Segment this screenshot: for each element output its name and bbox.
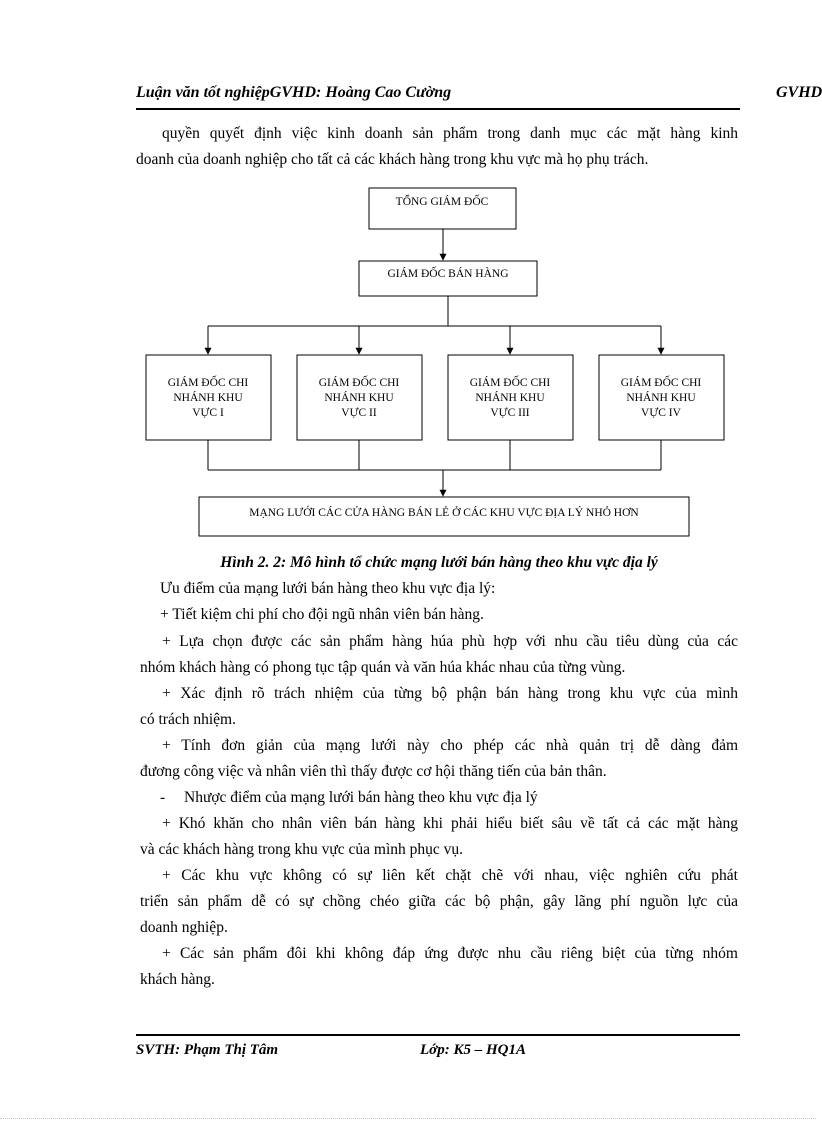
branch-4-line-3: VỰC IV [641,407,681,419]
disadvantage-3-line-2: khách hàng. [140,971,215,988]
disadvantage-1-line-2: và các khách hàng trong khu vực của mình phục vụ. [140,841,464,858]
branch-2-line-3: VỰC II [341,407,377,419]
branch-4-line-2: NHÁNH KHU [626,392,696,404]
disadvantage-2-line-3: doanh nghiệp. [140,919,228,936]
branch-3-line-2: NHÁNH KHU [475,392,545,404]
branch-3-line-3: VỰC III [490,407,530,419]
intro-line-1: quyền quyết định việc kinh doanh sản phẩm trong danh mục các mặt hàng kinh [162,125,738,142]
header-title: Luận văn tốt nghiệpGVHD: Hoàng Cao Cường [136,84,452,101]
advantage-3-line-2: có trách nhiệm. [140,711,236,728]
disadvantages-title: Nhược điểm của mạng lưới bán hàng theo khu vực địa lý [184,789,538,806]
footer-rule [136,1034,740,1036]
intro-line-2: doanh của doanh nghiệp cho tất cả các khách hàng trong khu vực mà họ phụ trách. [136,151,649,168]
branch-4-line-1: GIÁM ĐỐC CHI [620,377,702,389]
page-edge-dots [0,1118,816,1119]
advantage-4-line-1: + Tính đơn giản của mạng lưới này cho phép các nhà quản trị dễ dàng đảm [162,737,738,754]
disadvantages-dash: - [160,789,166,806]
branch-2-line-1: GIÁM ĐỐC CHI [318,377,400,389]
disadvantage-2-line-2: triển sản phẩm dễ có sự chồng chéo giữa các bộ phận, gây lãng phí nguồn lực của [140,893,738,910]
branch-1-line-3: VỰC I [192,407,224,419]
box-ceo-label: TỔNG GIÁM ĐỐC [395,196,489,208]
advantage-2-line-1: + Lựa chọn được các sản phẩm hàng húa phù hợp với nhu cầu tiêu dùng của các [162,633,738,650]
advantage-3-line-1: + Xác định rõ trách nhiệm của từng bộ phận bán hàng trong khu vực của mình [162,685,738,702]
box-retail-network-label: MẠNG LƯỚI CÁC CỬA HÀNG BÁN LẺ Ở CÁC KHU VỰC ĐỊA LÝ NHỎ HƠN [249,507,639,519]
figure-caption: Hình 2. 2: Mô hình tổ chức mạng lưới bán hàng theo khu vực địa lý [220,554,658,571]
footer-class: Lớp: K5 – HQ1A [420,1042,526,1058]
advantage-4-line-2: đương công việc và nhân viên thì thấy được cơ hội thăng tiến của bản thân. [140,763,607,780]
branch-1-line-2: NHÁNH KHU [173,392,243,404]
header-title-overflow: GVHD [776,84,822,101]
branch-1-line-1: GIÁM ĐỐC CHI [167,377,249,389]
disadvantage-2-line-1: + Các khu vực không có sự liên kết chặt chẽ với nhau, việc nghiên cứu phát [162,867,738,884]
advantage-2-line-2: nhóm khách hàng có phong tục tập quán và văn húa khác nhau của từng vùng. [140,659,626,676]
branch-2-line-2: NHÁNH KHU [324,392,394,404]
box-sales-director-label: GIÁM ĐỐC BÁN HÀNG [387,268,509,280]
disadvantage-1-line-1: + Khó khăn cho nhân viên bán hàng khi phải hiểu biết sâu về tất cả các mặt hàng [162,815,738,832]
advantages-title: Ưu điểm của mạng lưới bán hàng theo khu vực địa lý: [160,580,496,597]
disadvantage-3-line-1: + Các sản phẩm đôi khi không đáp ứng được nhu cầu riêng biệt của từng nhóm [162,945,738,962]
box-ceo [369,188,516,229]
advantage-1: + Tiết kiệm chi phí cho đội ngũ nhân viên bán hàng. [160,606,484,623]
footer-student: SVTH: Phạm Thị Tâm [136,1042,279,1058]
branch-3-line-1: GIÁM ĐỐC CHI [469,377,551,389]
